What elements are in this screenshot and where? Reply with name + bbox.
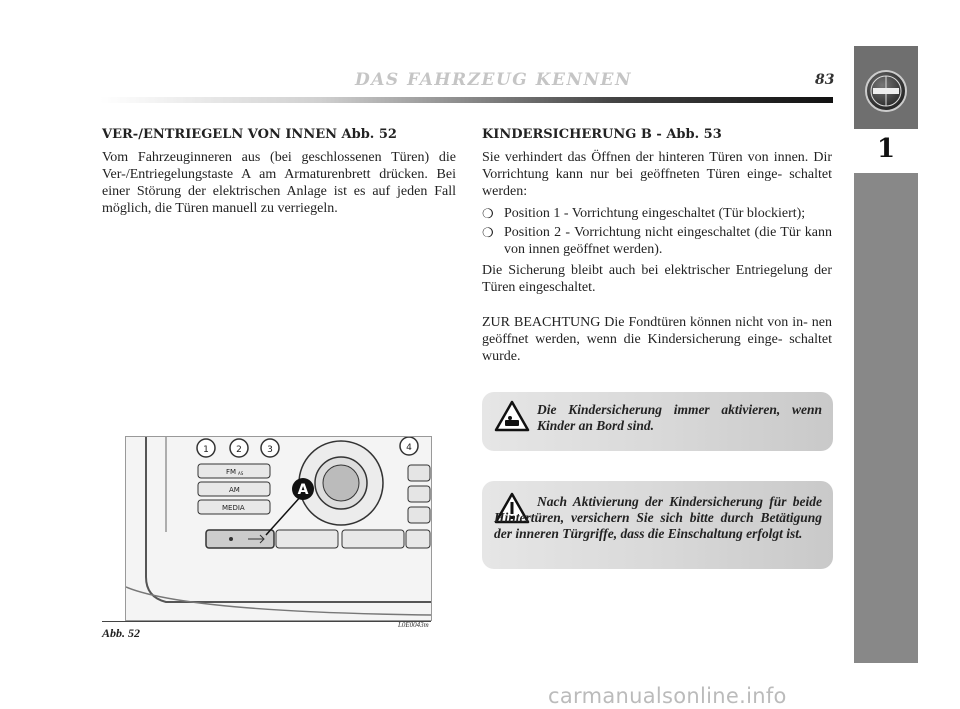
page-number: 83 <box>815 72 835 88</box>
list-item-text: Position 2 - Vorrichtung nicht eingeschaltet (die Tür kann von innen geöffnet werden). <box>504 225 832 257</box>
chapter-number: 1 <box>876 134 896 164</box>
figure-button-label: 1 <box>203 445 209 455</box>
figure-callout-label: A <box>297 482 309 498</box>
lancia-logo-icon <box>867 72 905 110</box>
child-warning-icon <box>494 400 530 432</box>
list-item <box>482 205 832 222</box>
warning-text: Die Kindersicherung immer aktivieren, wenn Kinder an Bord sind. <box>537 402 822 433</box>
figure-rule <box>102 621 431 622</box>
warning-text: Nach Aktivierung der Kindersicherung für beide Hintertüren, versichern Sie sich bitte durch Betätigung der inneren Türgriffe, dass die Einschaltung erfolgt ist. <box>494 494 822 541</box>
footer-watermark[interactable]: carmanualsonline.info <box>548 684 787 708</box>
figure-panel-label: AM <box>229 486 240 494</box>
right-intro-text: Sie verhindert das Öffnen der hinteren Türen von innen. Dir Vorrichtung kann nur bei geöffneten Türen einge- schaltet werden: <box>482 150 832 199</box>
figure-button-label: 3 <box>267 445 273 455</box>
list-item <box>482 224 832 258</box>
left-heading: VER-/ENTRIEGELN VON INNEN Abb. 52 <box>102 127 397 142</box>
left-body-text: Vom Fahrzeuginneren aus (bei geschlossenen Türen) die Ver-/Entriegelungstaste A am Armaturenbrett drücken. Bei einer Störung der elektrischen Anlage ist es auf jeden Fall möglich, die Türen manuell zu verriegeln. <box>102 150 456 216</box>
dashboard-illustration <box>126 437 431 620</box>
right-heading: KINDERSICHERUNG B - Abb. 53 <box>482 127 722 142</box>
bullet-icon: ❍ <box>482 225 494 240</box>
figure-panel-label: MEDIA <box>222 504 245 512</box>
figure-button-label: 2 <box>236 445 242 455</box>
bullet-icon: ❍ <box>482 206 494 221</box>
figure-caption: Abb. 52 <box>102 626 141 640</box>
note-paragraph: ZUR BEACHTUNG Die Fondtüren können nicht von in- nen geöffnet werden, wenn die Kindersicherung einge- schaltet wurde. <box>482 315 832 364</box>
list-item-text: Position 1 - Vorrichtung eingeschaltet (Tür blockiert); <box>504 206 806 221</box>
section-title: DAS FAHRZEUG KENNEN <box>355 70 633 90</box>
figure-panel-label: AS <box>238 471 244 476</box>
right-paragraph: Die Sicherung bleibt auch bei elektrischer Entriegelung der Türen eingeschaltet. <box>482 263 832 295</box>
lancia-logo <box>865 70 907 112</box>
figure-button-label: 4 <box>406 443 412 453</box>
figure-panel-label: FM <box>226 468 237 476</box>
dashboard-figure <box>125 436 432 621</box>
figure-code: L0E0043m <box>398 621 429 629</box>
header-rule <box>100 97 833 103</box>
